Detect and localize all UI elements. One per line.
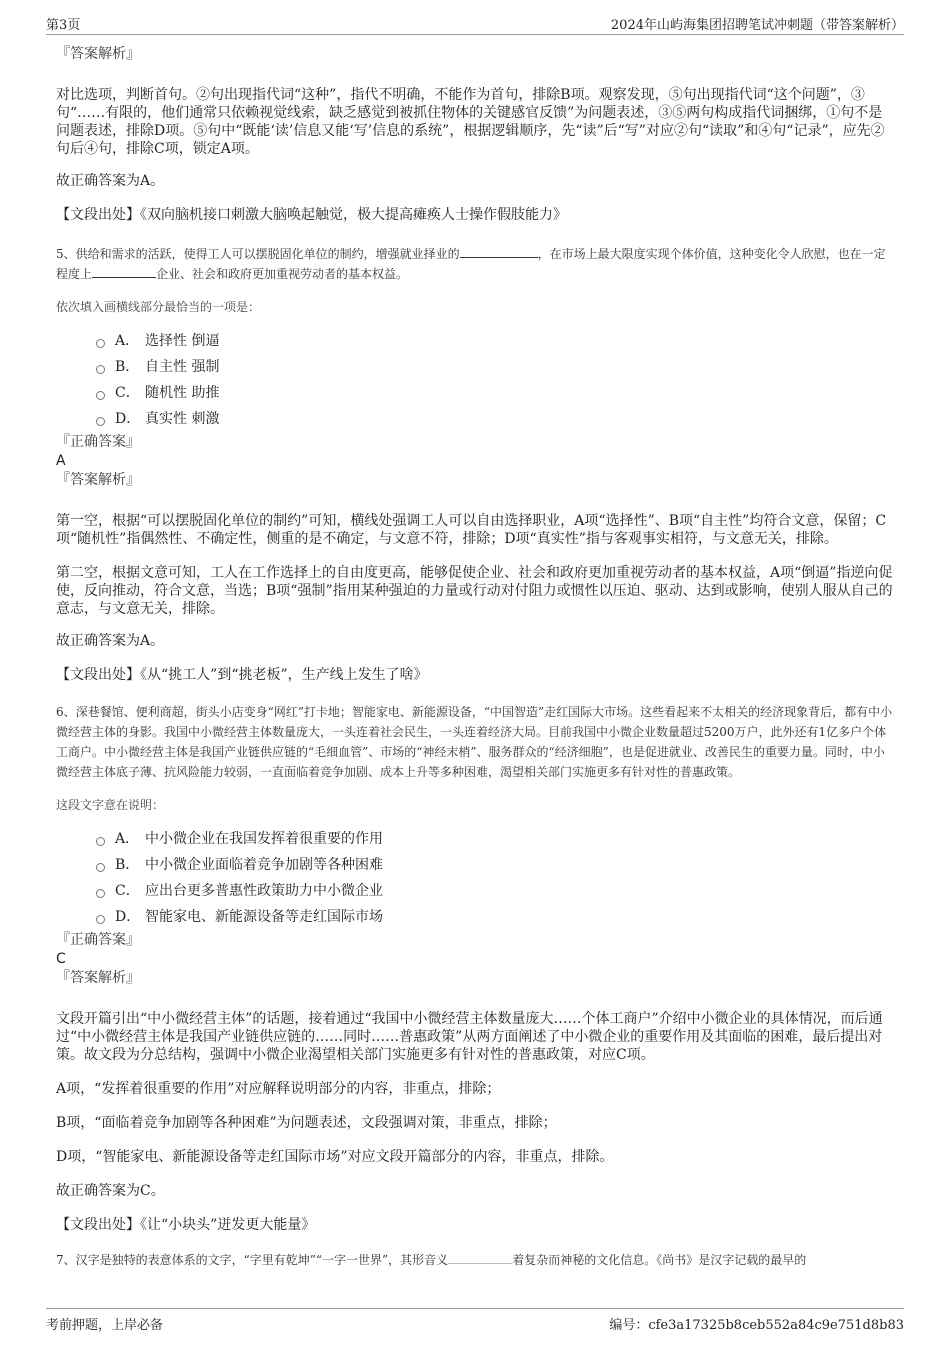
analysis-paragraph: 第二空，根据文意可知，工人在工作选择上的自由度更高，能够促使企业、社会和政府更加重视劳动者的基本权益，A项“倒逼”指逆向促使，反向推动，符合文意，当选；B项“强制”指用某种强迫的力量或行动对付阻力或惯性以压迫、驱动、达到或影响，使别人服从自己的意志，与文意无关，排除。 bbox=[56, 565, 893, 617]
source-citation: 【文段出处】《双向脑机接口刺激大脑唤起触觉，极大提高瘫痪人士操作假肢能力》 bbox=[56, 207, 567, 223]
radio-button[interactable] bbox=[96, 391, 105, 400]
option-c[interactable]: C． 应出台更多普惠性政策助力中小微企业 bbox=[96, 882, 896, 900]
document-body bbox=[56, 44, 896, 1270]
fill-blank bbox=[92, 265, 156, 278]
correct-answer: C bbox=[56, 951, 66, 967]
option-list bbox=[96, 332, 896, 428]
page-footer bbox=[46, 1308, 904, 1331]
correct-answer-label: 『正确答案』 bbox=[56, 434, 140, 450]
page-header bbox=[46, 14, 904, 35]
document-title: 2024年山屿海集团招聘笔试冲刺题（带答案解析） bbox=[610, 18, 904, 33]
fill-blank bbox=[460, 245, 538, 258]
option-a[interactable]: A． 中小微企业在我国发挥着很重要的作用 bbox=[96, 830, 896, 848]
footer-slogan: 考前押题，上岸必备 bbox=[46, 1318, 164, 1333]
analysis-paragraph: B项，“面临着竞争加剧等各种困难”为问题表述，文段强调对策，非重点，排除； bbox=[56, 1115, 557, 1131]
question-stem: 6、深巷餐馆、便利商超，街头小店变身“网红”打卡地；智能家电、新能源设备，“中国智造”走红国际大市场。这些看起来不太相关的经济现象背后，都有中小微经营主体的身影。我国中小微经营主体数量庞大，一头连着社会民生，一头连着经济大局。目前我国中小微企业数量超过5200万户，此外还有1亿多户个体工商户。中小微经营主体是我国产业链供应链的“毛细血管”、市场的“神经末梢”、服务群众的“经济细胞”，也是促进就业、改善民生的重要力量。同时，中小微经营主体底子薄、抗风险能力较弱，一直面临着竞争加剧、成本上升等多种困难，渴望相关部门实施更多有针对性的普惠政策。 bbox=[56, 705, 893, 779]
correct-answer-label: 『正确答案』 bbox=[56, 932, 140, 948]
radio-button[interactable] bbox=[96, 837, 105, 846]
analysis-paragraph: A项，“发挥着很重要的作用”对应解释说明部分的内容，非重点，排除； bbox=[56, 1081, 501, 1097]
correct-answer: A bbox=[56, 453, 66, 469]
answer-analysis-label: 『答案解析』 bbox=[56, 46, 140, 62]
option-c[interactable]: C． 随机性 助推 bbox=[96, 384, 896, 402]
radio-button[interactable] bbox=[96, 863, 105, 872]
question-stem: 7、汉字是独特的表意体系的文字，“字里有乾坤”“一字一世界”，其形音义 着复杂而神秘的文化信息。《尚书》是汉字记载的最早的 bbox=[56, 1253, 807, 1267]
analysis-paragraph: 第一空，根据“可以摆脱固化单位的制约”可知，横线处强调工人可以自由选择职业，A项“选择性”、B项“自主性”均符合文意，保留；C项“随机性”指偶然性、不确定性，侧重的是不确定，与文意不符，排除；D项“真实性”指与客观事实相符，与文意无关，排除。 bbox=[56, 513, 887, 547]
option-a[interactable]: A． 选择性 倒逼 bbox=[96, 332, 896, 350]
question-prompt: 依次填入画横线部分最恰当的一项是： bbox=[56, 300, 261, 314]
document-id: 编号：cfe3a17325b8ceb552a84c9e751d8b83 bbox=[609, 1318, 904, 1333]
answer-analysis-label: 『答案解析』 bbox=[56, 472, 140, 488]
option-d[interactable]: D． 真实性 刺激 bbox=[96, 410, 896, 428]
option-list bbox=[96, 830, 896, 926]
analysis-conclusion: 故正确答案为A。 bbox=[56, 173, 165, 189]
answer-analysis-label: 『答案解析』 bbox=[56, 970, 140, 986]
radio-button[interactable] bbox=[96, 365, 105, 374]
option-d[interactable]: D． 智能家电、新能源设备等走红国际市场 bbox=[96, 908, 896, 926]
option-b[interactable]: B． 中小微企业面临着竞争加剧等各种困难 bbox=[96, 856, 896, 874]
analysis-paragraph: D项，“智能家电、新能源设备等走红国际市场”对应文段开篇部分的内容，非重点，排除。 bbox=[56, 1149, 614, 1165]
page-number: 第3页 bbox=[46, 18, 81, 33]
radio-button[interactable] bbox=[96, 339, 105, 348]
source-citation: 【文段出处】《让“小块头”迸发更大能量》 bbox=[56, 1217, 316, 1233]
option-b[interactable]: B． 自主性 强制 bbox=[96, 358, 896, 376]
radio-button[interactable] bbox=[96, 915, 105, 924]
radio-button[interactable] bbox=[96, 417, 105, 426]
analysis-paragraph: 文段开篇引出“中小微经营主体”的话题，接着通过“我国中小微经营主体数量庞大……个体工商户”介绍中小微企业的具体情况，而后通过“中小微经营主体是我国产业链供应链的……同时……普惠政策”从两方面阐述了中小微企业的重要作用及其面临的困难，最后提出对策。故文段为分总结构，强调中小微企业渴望相关部门实施更多有针对性的普惠政策，对应C项。 bbox=[56, 1011, 883, 1063]
analysis-conclusion: 故正确答案为A。 bbox=[56, 633, 165, 649]
radio-button[interactable] bbox=[96, 889, 105, 898]
fill-blank bbox=[448, 1251, 512, 1264]
analysis-paragraph: 对比选项，判断首句。②句出现指代词“这种”，指代不明确，不能作为首句，排除B项。观察发现，⑤句出现指代词“这个问题”，③句“……有限的，他们通常只依赖视觉线索，缺乏感觉到被抓住物体的关键感官反馈”为问题表述，③⑤两句构成指代词捆绑，①句不是问题表述，排除D项。⑤句中“既能‘读’信息又能‘写’信息的系统”，根据逻辑顺序，先“读”后“写”对应②句“读取”和④句“记录”，应先②句后④句，排除C项，锁定A项。 bbox=[56, 87, 885, 157]
source-citation: 【文段出处】《从“挑工人”到“挑老板”，生产线上发生了啥》 bbox=[56, 667, 428, 683]
question-stem: 5、供给和需求的活跃，使得工人可以摆脱固化单位的制约，增强就业择业的 ，在市场上最大限度实现个体价值，这种变化令人欣慰，也在一定程度上 企业、社会和政府更加重视劳动者的基本权益。 bbox=[56, 247, 886, 281]
question-prompt: 这段文字意在说明： bbox=[56, 798, 165, 812]
analysis-conclusion: 故正确答案为C。 bbox=[56, 1183, 165, 1199]
